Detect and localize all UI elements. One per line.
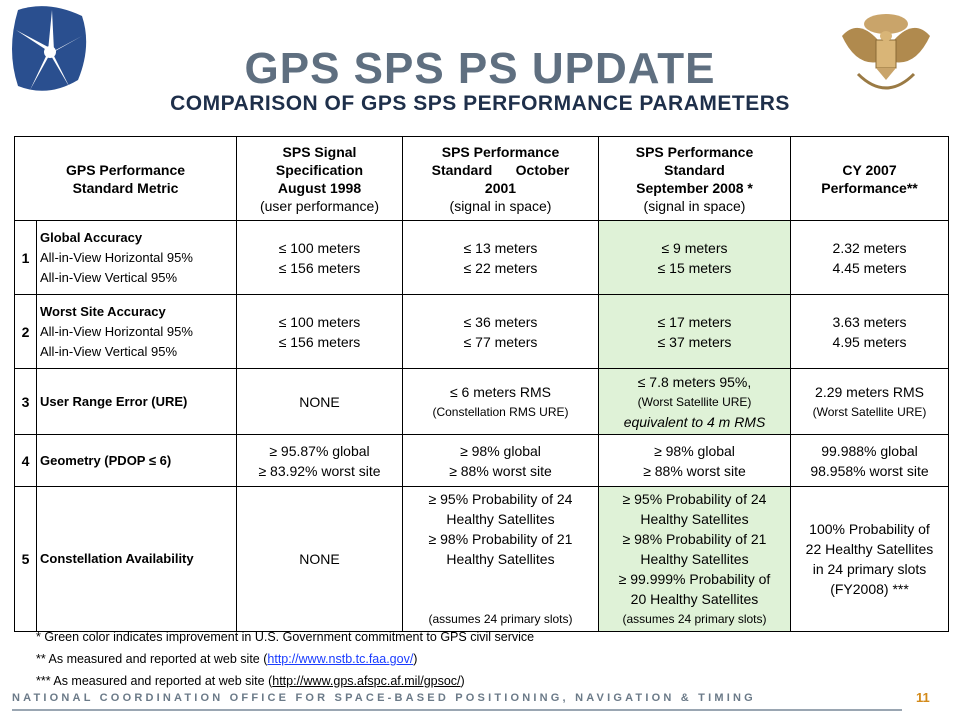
row-number: 1 [15,221,37,295]
metric-title: Constellation Availability [40,551,194,566]
header-sps2008-sub: (signal in space) [643,197,746,214]
footnote-3 [36,674,465,688]
gpsoc-link[interactable]: http://www.gps.afspc.af.mil/gpsoc/ [272,674,461,688]
header-sps2008-line3: September 2008 * [636,179,753,196]
cell-value: ≥ 88% worst site [643,462,746,479]
header-sps2001-line1: SPS Performance [441,143,560,160]
metric-title: Geometry (PDOP ≤ 6) [40,452,172,468]
header-sps2001 [403,137,599,221]
cell-value: ≤ 22 meters [463,259,538,276]
header-metric-line2: Standard Metric [72,179,179,196]
metric-line: All-in-View Horizontal 95% [40,249,193,265]
cell-value: NONE [299,393,340,410]
cell-note: (Worst Satellite URE) [637,394,752,409]
cell-sps1998 [237,435,403,487]
row-metric [37,295,237,369]
row-number: 2 [15,295,37,369]
cell-value: ≥ 95% Probability of 24 [428,491,573,507]
cell-value: equivalent to 4 m RMS [623,413,766,430]
cell-value: ≤ 17 meters [657,313,732,330]
cell-value: Healthy Satellites [640,551,749,567]
header-row [15,137,949,221]
cell-value: ≥ 98% Probability of 21 [428,531,573,547]
header-sps2008-line1: SPS Performance [635,143,754,160]
footer-org-text: NATIONAL COORDINATION OFFICE FOR SPACE-BASED POSITIONING, NAVIGATION & TIMING [12,692,756,704]
cell-value: Healthy Satellites [446,551,555,567]
cell-value: ≤ 9 meters [661,239,728,256]
metric-line: All-in-View Horizontal 95% [40,323,193,339]
cell-sps1998 [237,369,403,435]
cell-value: ≤ 77 meters [463,333,538,350]
cell-value: ≤ 15 meters [657,259,732,276]
header-cy2007 [791,137,949,221]
header-sps1998-sub: (user performance) [259,197,380,214]
cell-value: ≥ 98% global [460,442,541,459]
metric-title: User Range Error (URE) [40,393,188,409]
footnote-text: *** As measured and reported at web site ( [36,674,273,688]
cell-sps2001 [403,435,599,487]
cell-cy2007 [791,435,949,487]
cell-value: ≥ 99.999% Probability of [618,571,771,587]
footnote-1 [36,630,534,644]
cell-value: 3.63 meters [832,313,907,330]
metric-title: Global Accuracy [40,229,143,245]
cell-sps1998 [237,487,403,632]
cell-value: in 24 primary slots [812,561,927,577]
header-sps2001-line2: Standard October [431,161,570,178]
cell-cy2007 [791,295,949,369]
row-metric [37,369,237,435]
header-sps1998-line1: SPS Signal [282,143,357,160]
page-number: 11 [916,690,930,705]
cell-value: Healthy Satellites [446,511,555,527]
cell-value: 4.95 meters [832,333,907,350]
cell-value: ≤ 7.8 meters 95%, [637,373,752,390]
cell-value: ≥ 98% Probability of 21 [622,531,767,547]
row-metric [37,487,237,632]
cell-value: (FY2008) *** [830,581,909,597]
cell-note: (Constellation RMS URE) [432,404,569,419]
header-sps1998-line2: Specification [275,161,364,178]
footnote-text: ** As measured and reported at web site ( [36,652,268,666]
table-row [15,369,949,435]
cell-sps1998 [237,221,403,295]
row-number: 5 [15,487,37,632]
header-metric-line1: GPS Performance [65,161,186,178]
header-cy2007-line2: Performance** [821,179,918,196]
table-row [15,435,949,487]
header-sps2008 [599,137,791,221]
cell-sps2001 [403,369,599,435]
cell-value: ≥ 95.87% global [269,442,370,459]
header-sps2001-line3: 2001 [484,179,517,196]
cell-value: 2.29 meters RMS [815,383,924,400]
footnote-text: * Green color indicates improvement in U.S. Government commitment to GPS civil service [36,630,535,644]
cell-value: ≤ 37 meters [657,333,732,350]
row-number: 4 [15,435,37,487]
header-cy2007-line1: CY 2007 [842,161,897,178]
footer-divider [12,709,902,711]
cell-value: 98.958% worst site [810,462,929,479]
footnote-2 [36,652,417,666]
cell-value: 99.988% global [821,442,918,459]
cell-value: 100% Probability of [809,521,930,537]
cell-value: Healthy Satellites [640,511,749,527]
cell-sps2001 [403,487,599,632]
cell-value: ≤ 156 meters [278,333,361,350]
cell-sps2001 [403,221,599,295]
comparison-table [14,136,949,632]
cell-value: 4.45 meters [832,259,907,276]
page-subtitle: COMPARISON OF GPS SPS PERFORMANCE PARAMETERS [170,92,790,115]
header-sps2001-sub: (signal in space) [449,197,552,214]
cell-sps2001 [403,295,599,369]
footnote-text: ) [460,674,465,688]
cell-sps2008 [599,221,791,295]
cell-note: (assumes 24 primary slots) [428,612,573,626]
metric-line: All-in-View Vertical 95% [40,343,178,359]
metric-line: All-in-View Vertical 95% [40,269,178,285]
cell-value: ≤ 13 meters [463,239,538,256]
cell-sps2008 [599,487,791,632]
cell-value: 22 Healthy Satellites [805,541,934,557]
page-title: GPS SPS PS UPDATE [244,44,716,93]
cell-value: ≥ 98% global [654,442,735,459]
header-metric [15,137,237,221]
cell-cy2007 [791,221,949,295]
cell-value: ≥ 83.92% worst site [258,462,381,479]
cell-cy2007 [791,369,949,435]
cell-note: (assumes 24 primary slots) [622,612,767,626]
cell-value: 2.32 meters [832,239,907,256]
cell-value: ≤ 156 meters [278,259,361,276]
cell-sps2008 [599,435,791,487]
header-sps1998 [237,137,403,221]
cell-value: ≤ 100 meters [278,239,361,256]
cell-sps2008 [599,369,791,435]
cell-sps1998 [237,295,403,369]
row-metric [37,435,237,487]
table-row [15,221,949,295]
header-sps2008-line2: Standard [664,161,725,178]
cell-value: ≤ 6 meters RMS [449,383,552,400]
cell-value: NONE [299,551,340,567]
table-row [15,295,949,369]
cell-note: (Worst Satellite URE) [812,404,927,419]
cell-value: ≤ 100 meters [278,313,361,330]
footnote-text: ) [413,652,418,666]
metric-title: Worst Site Accuracy [40,303,166,319]
cell-value: ≤ 36 meters [463,313,538,330]
cell-sps2008 [599,295,791,369]
cell-value: ≥ 88% worst site [449,462,552,479]
cell-value: 20 Healthy Satellites [630,591,759,607]
row-metric [37,221,237,295]
cell-value: ≥ 95% Probability of 24 [622,491,767,507]
faa-link[interactable]: http://www.nstb.tc.faa.gov/ [267,652,414,666]
header-sps1998-line3: August 1998 [277,179,362,196]
cell-cy2007 [791,487,949,632]
row-number: 3 [15,369,37,435]
table-row [15,487,949,632]
